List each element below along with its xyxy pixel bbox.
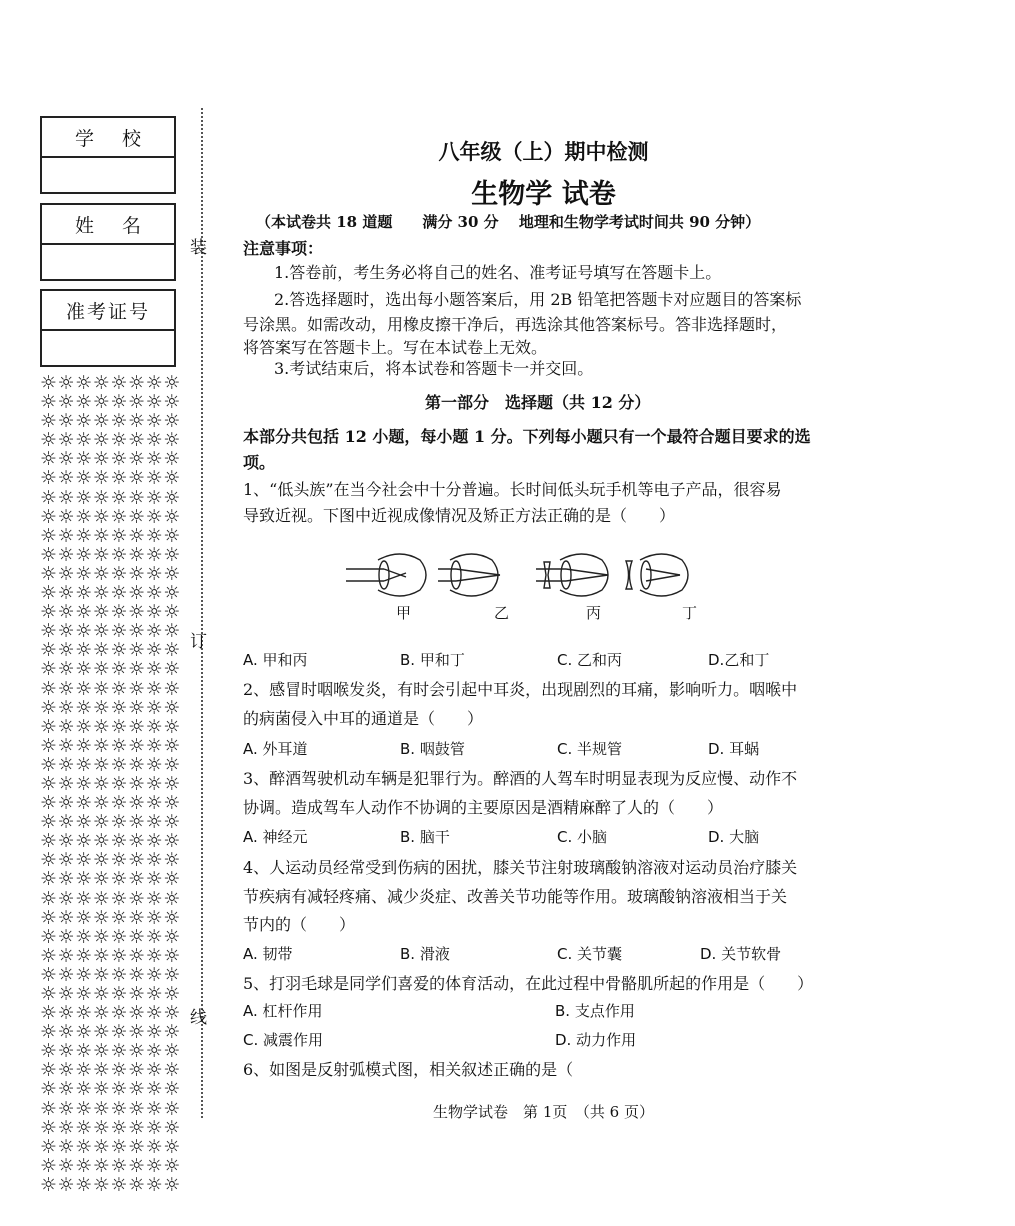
q3-option-c[interactable]: C. 小脑 [557, 828, 608, 846]
question-3: 3、醉酒驾驶机动车辆是犯罪行为。醉酒的人驾车时明显表现为反应慢、动作不 [243, 769, 798, 788]
q2-option-a[interactable]: A. 外耳道 [243, 740, 308, 758]
q2-option-c[interactable]: C. 半规管 [557, 740, 623, 758]
question-1: 1、“低头族”在当今社会中十分普遍。长时间低头玩手机等电子产品，很容易 [243, 480, 782, 499]
question-2: 的病菌侵入中耳的通道是（ ） [243, 709, 484, 728]
exam-title: 八年级（上）期中检测 [438, 139, 649, 164]
name-blank[interactable] [42, 245, 174, 279]
q3-option-a[interactable]: A. 神经元 [243, 828, 308, 846]
notice-item: 1.答卷前，考生务必将自己的姓名、准考证号填写在答题卡上。 [274, 263, 722, 282]
q4-option-b[interactable]: B. 滑液 [400, 945, 450, 963]
question-5: 5、打羽毛球是同学们喜爱的体育活动，在此过程中骨骼肌所起的作用是（ ） [243, 974, 814, 993]
question-3: 协调。造成驾车人动作不协调的主要原因是酒精麻醉了人的（ ） [243, 798, 724, 817]
eye-bing [536, 554, 608, 596]
part1-intro: 本部分共包括 12 小题，每小题 1 分。下列每小题只有一个最符合题目要求的选 [243, 427, 811, 446]
figure-label: 乙 [494, 604, 510, 622]
q1-option-a[interactable]: A. 甲和丙 [243, 651, 308, 669]
exam-info: （本试卷共 18 道题 满分 30 分 地理和生物学考试时间共 90 分钟） [256, 213, 761, 231]
q1-option-c[interactable]: C. 乙和丙 [557, 651, 623, 669]
eye-ding [626, 554, 688, 596]
q3-option-b[interactable]: B. 脑干 [400, 828, 450, 846]
q5-option-b[interactable]: B. 支点作用 [555, 1002, 635, 1020]
question-6: 6、如图是反射弧模式图，相关叙述正确的是（ [243, 1060, 574, 1079]
binding-line [201, 108, 203, 1118]
q4-option-a[interactable]: A. 韧带 [243, 945, 293, 963]
page-footer: 生物学试卷 第 1页 （共 6 页） [433, 1103, 654, 1121]
question-2: 2、感冒时咽喉发炎，有时会引起中耳炎，出现剧烈的耳痛，影响听力。咽喉中 [243, 680, 798, 699]
q1-option-b[interactable]: B. 甲和丁 [400, 651, 465, 669]
figure-label: 甲 [396, 604, 412, 622]
q4-option-d[interactable]: D. 关节软骨 [700, 945, 782, 963]
q5-option-a[interactable]: A. 杠杆作用 [243, 1002, 323, 1020]
part1-intro: 项。 [243, 453, 276, 472]
question-4: 4、人运动员经常受到伤病的困扰，膝关节注射玻璃酸钠溶液对运动员治疗膝关 [243, 858, 798, 877]
binding-char-zhuang: 装 [190, 238, 207, 258]
q2-option-d[interactable]: D. 耳蜗 [708, 740, 760, 758]
figure-label: 丙 [586, 604, 602, 622]
notice-item: 2.答选择题时，选出每小题答案后，用 2B 铅笔把答题卡对应题目的答案标 [274, 290, 802, 309]
seal-pattern: ☼☼☼☼☼☼☼☼☼☼☼☼☼☼☼☼☼☼☼☼☼☼☼☼☼☼☼☼☼☼☼☼☼☼☼☼☼☼☼☼☼☼☼☼☼☼☼☼☼☼☼☼☼☼☼☼☼☼☼☼☼☼☼☼☼☼☼☼☼☼☼☼☼☼☼☼☼☼☼☼☼☼☼☼☼☼☼☼☼☼☼☼☼☼☼☼☼☼☼☼☼☼☼☼☼☼☼☼☼☼☼☼☼☼☼☼☼☼☼☼☼☼☼☼☼☼☼☼☼☼☼☼☼☼☼☼☼☼☼☼☼☼☼☼☼☼☼☼☼☼☼☼☼☼☼☼☼☼☼☼☼☼☼☼☼☼☼☼☼☼☼☼☼☼☼☼☼☼☼☼☼☼☼☼☼☼☼☼☼☼☼☼☼☼☼☼☼☼☼☼☼☼☼☼☼☼☼☼☼☼☼☼☼☼☼☼☼☼☼☼☼☼☼☼☼☼☼☼☼☼☼☼☼☼☼☼☼☼☼☼☼☼☼☼☼☼☼☼☼☼☼☼☼☼☼☼☼☼☼☼☼☼☼☼☼☼☼☼☼☼☼☼☼☼☼☼☼☼☼☼☼☼☼☼☼☼☼☼☼☼☼☼☼☼☼☼☼☼☼☼☼☼☼☼☼☼☼☼☼☼☼☼☼☼☼☼☼☼☼☼☼☼☼☼☼☼☼☼☼☼☼☼☼☼☼☼☼☼☼☼☼☼☼☼ [40, 372, 182, 1196]
q2-option-b[interactable]: B. 咽鼓管 [400, 740, 465, 758]
q4-option-c[interactable]: C. 关节囊 [557, 945, 623, 963]
question-4: 节疾病有减轻疼痛、减少炎症、改善关节功能等作用。玻璃酸钠溶液相当于关 [243, 887, 788, 906]
exam-subtitle: 生物学 试卷 [471, 179, 616, 210]
eye-diagram [340, 548, 690, 603]
school-label: 学校 [42, 118, 174, 158]
exam-id-field [40, 289, 176, 367]
notice-item: 3.考试结束后，将本试卷和答题卡一并交回。 [274, 359, 594, 378]
part1-title: 第一部分 选择题（共 12 分） [425, 393, 651, 412]
binding-char-xian: 线 [190, 1008, 207, 1028]
q3-option-d[interactable]: D. 大脑 [708, 828, 760, 846]
exam-id-blank[interactable] [42, 331, 174, 365]
question-4: 节内的（ ） [243, 915, 356, 934]
q5-option-d[interactable]: D. 动力作用 [555, 1031, 637, 1049]
binding-char-ding: 订 [190, 632, 207, 652]
notice-heading: 注意事项： [243, 239, 324, 258]
notice-item: 号涂黑。如需改动，用橡皮擦干净后，再选涂其他答案标号。答非选择题时， [243, 315, 788, 334]
figure-label: 丁 [682, 604, 698, 622]
name-field [40, 203, 176, 281]
eye-yi [438, 554, 500, 596]
q5-option-c[interactable]: C. 减震作用 [243, 1031, 324, 1049]
notice-item: 将答案写在答题卡上。写在本试卷上无效。 [243, 338, 548, 357]
q1-option-d[interactable]: D.乙和丁 [708, 651, 770, 669]
name-label: 姓名 [42, 205, 174, 245]
exam-id-label: 准考证号 [42, 291, 174, 331]
eye-jia [346, 554, 426, 596]
question-1: 导致近视。下图中近视成像情况及矫正方法正确的是（ ） [243, 506, 676, 525]
